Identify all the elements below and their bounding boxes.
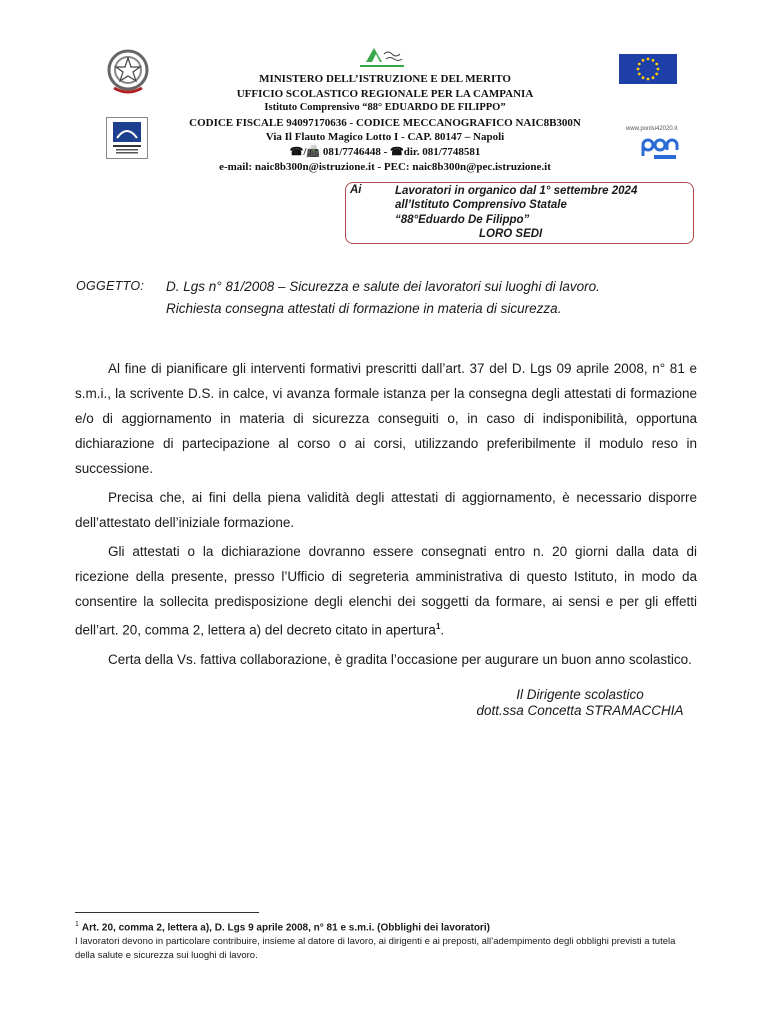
footnote-ref: 1 bbox=[435, 622, 441, 631]
paragraph: Certa della Vs. fattiva collaborazione, è gradita l’occasione per augurare un buon anno scolastico. bbox=[108, 651, 692, 667]
regional-office: UFFICIO SCOLASTICO REGIONALE PER LA CAMPANIA bbox=[236, 87, 534, 100]
footnote-number: 1 bbox=[75, 921, 79, 928]
letterhead bbox=[150, 72, 620, 174]
subject-text bbox=[166, 276, 600, 320]
recipient-line: LORO SEDI bbox=[479, 227, 543, 240]
footnote-text: I lavoratori devono in particolare contribuire, insieme al datore di lavoro, ai dirigenti e ai preposti, all’adempimento degli obblighi previsti a tutela della salute e sicurezza sui luoghi di lavoro. bbox=[75, 936, 676, 961]
school-address: Via Il Flauto Magico Lotto I - CAP. 80147 – Napoli bbox=[265, 131, 505, 144]
signature-block bbox=[460, 687, 700, 719]
paragraph-end: . bbox=[440, 622, 445, 638]
footnote-title bbox=[75, 921, 490, 933]
regione-campania-logo bbox=[106, 117, 148, 159]
paragraph bbox=[75, 539, 697, 643]
paragraph-text: Gli attestati o la dichiarazione dovranno essere consegnati entro n. 20 giorni dalla data di ricezione della presente, presso l’Ufficio di segreteria amministrativa di questo Istituto, in modo da consentire la sollecita predisposizione degli elenchi dei soggetti da formare, ai sensi e per gli effetti dell’art. 20, comma 2, lettera a) del decreto citato in apertura bbox=[75, 544, 697, 638]
school-name: Istituto Comprensivo “88° EDUARDO DE FILIPPO” bbox=[264, 102, 506, 114]
pon-logo bbox=[640, 136, 680, 160]
recipient-lines bbox=[395, 184, 637, 241]
letter-body bbox=[75, 356, 697, 676]
footnote-divider bbox=[75, 912, 259, 913]
eu-flag-logo bbox=[619, 54, 677, 84]
eu-stars-icon bbox=[619, 54, 677, 84]
recipient-prefix: Ai bbox=[350, 184, 362, 196]
subject-line: D. Lgs n° 81/2008 – Sicurezza e salute dei lavoratori sui luoghi di lavoro. bbox=[166, 279, 600, 294]
phone-numbers: ☎/📠 081/7746448 - ☎dir. 081/7748581 bbox=[289, 145, 481, 158]
recipient-line: all’Istituto Comprensivo Statale bbox=[395, 199, 567, 212]
email-pec: e-mail: naic8b300n@istruzione.it - PEC: naic8b300n@pec.istruzione.it bbox=[219, 160, 551, 173]
subject-line: Richiesta consegna attestati di formazione in materia di sicurezza. bbox=[166, 301, 562, 316]
paragraph: Precisa che, ai fini della piena validità degli attestati di aggiornamento, è necessario disporre dell’attestato dell’iniziale formazione. bbox=[75, 490, 697, 530]
pon-url: www.ponlsi42020.it bbox=[626, 126, 678, 132]
fiscal-codes: CODICE FISCALE 94097170636 - CODICE MECCANOGRAFICO NAIC8B300N bbox=[189, 116, 581, 129]
recipient-line: Lavoratori in organico dal 1° settembre 2024 bbox=[395, 185, 638, 197]
ministry-name: MINISTERO DELL’ISTRUZIONE E DEL MERITO bbox=[259, 73, 511, 85]
footnote-title-text: Art. 20, comma 2, lettera a), D. Lgs 9 aprile 2008, n° 81 e s.m.i. (Obblighi dei lavoratori) bbox=[81, 922, 490, 934]
italian-republic-emblem bbox=[104, 48, 152, 98]
signer-role: Il Dirigente scolastico bbox=[516, 687, 644, 702]
paragraph: Al fine di pianificare gli interventi formativi prescritti dall’art. 37 del D. Lgs 09 aprile 2008, n° 81 e s.m.i., la scrivente D.S. in calce, vi avanza formale istanza per la consegna degli attestati di formazione e/o di aggiornamento in materia di sicurezza conseguiti o, in caso di indisponibilità, opportuna dichiarazione di partecipazione al corso o ai corsi, utilizzando preferibilmente il modulo reso in successione. bbox=[75, 361, 697, 476]
subject-label: OGGETTO: bbox=[76, 279, 145, 293]
recipient-line: “88°Eduardo De Filippo” bbox=[395, 213, 530, 226]
school-logo bbox=[352, 44, 412, 72]
signer-name: dott.ssa Concetta STRAMACCHIA bbox=[476, 703, 684, 718]
